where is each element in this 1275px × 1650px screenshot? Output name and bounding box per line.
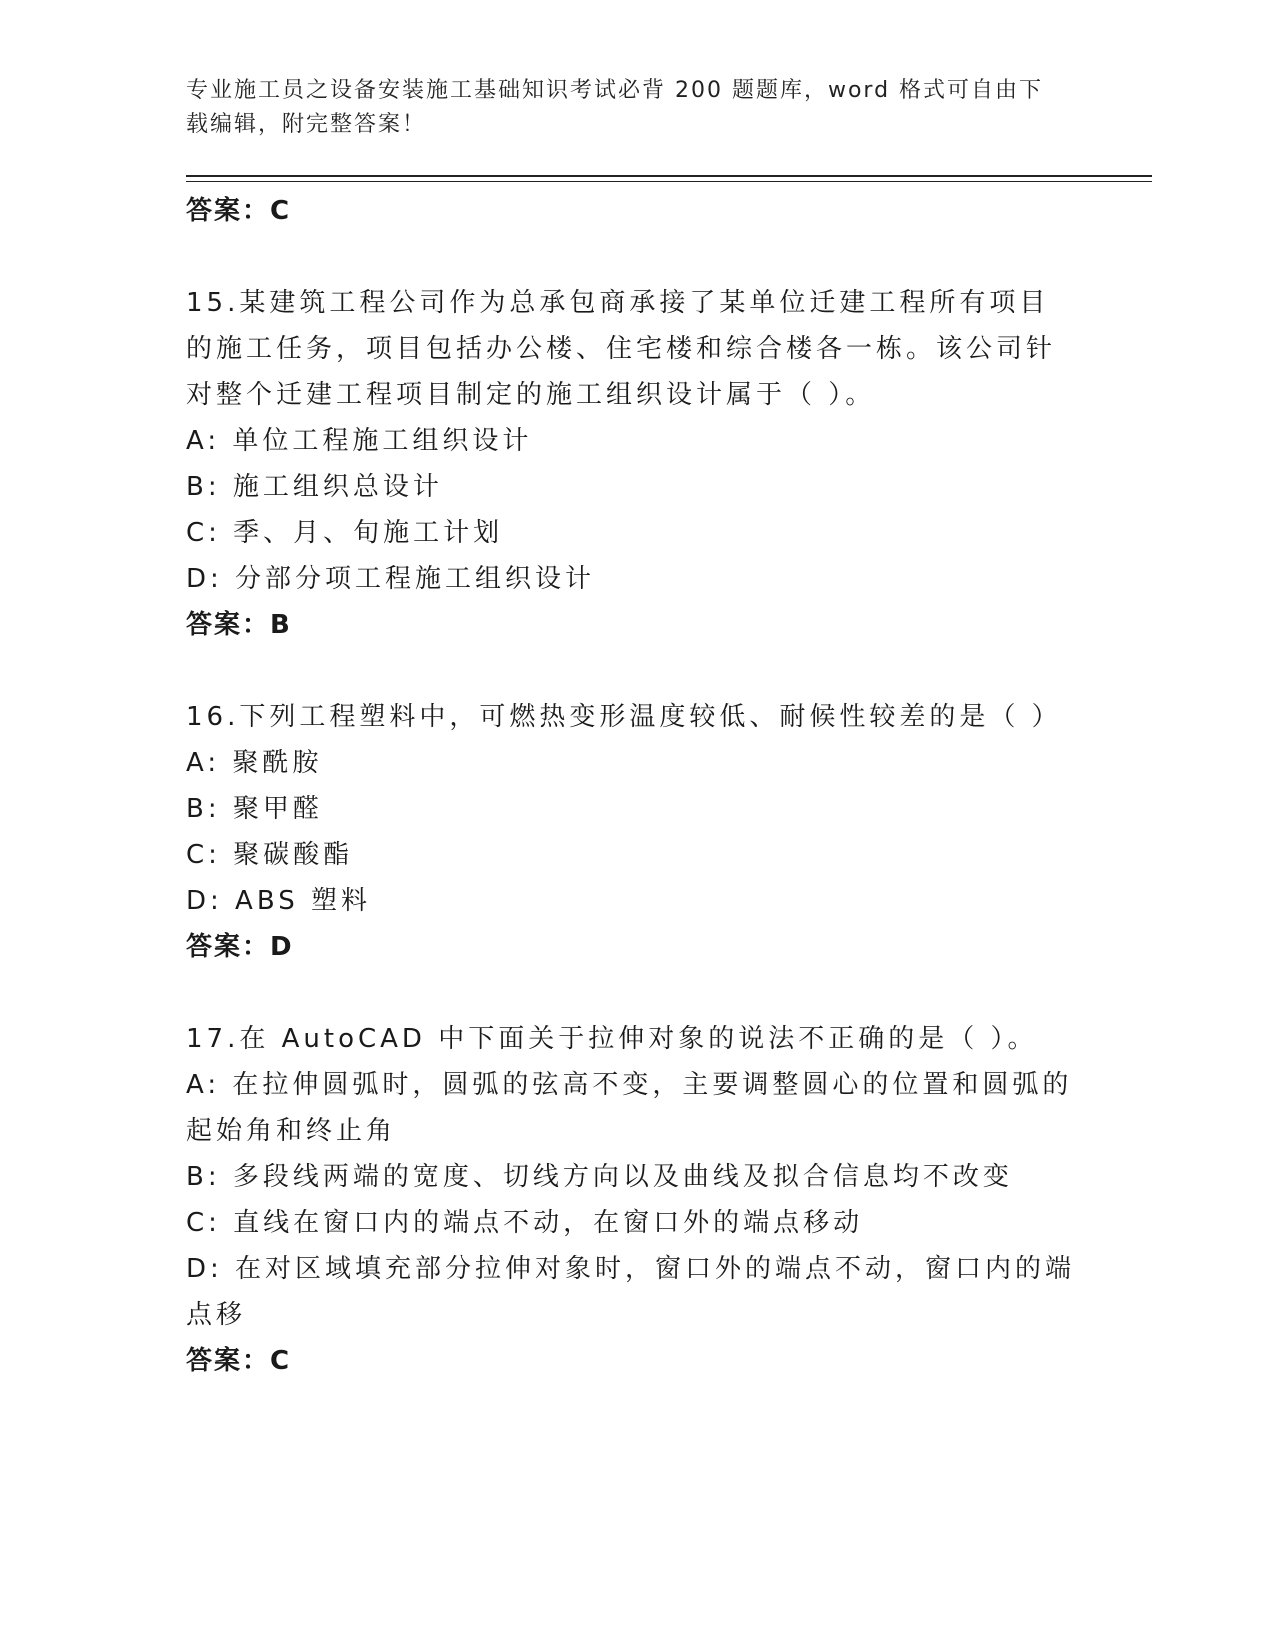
option-d: D: 分部分项工程施工组织设计 bbox=[186, 564, 596, 594]
option-a: A: 聚酰胺 bbox=[186, 748, 323, 778]
option-d: D: ABS 塑料 bbox=[186, 886, 371, 916]
question-block bbox=[186, 280, 1076, 648]
option-c: C: 直线在窗口内的端点不动，在窗口外的端点移动 bbox=[186, 1208, 864, 1238]
option-c: C: 季、月、旬施工计划 bbox=[186, 518, 504, 548]
question-stem: 17.在 AutoCAD 中下面关于拉伸对象的说法不正确的是（ ）。 bbox=[186, 1024, 1038, 1054]
option-b: B: 多段线两端的宽度、切线方向以及曲线及拟合信息均不改变 bbox=[186, 1162, 1013, 1192]
option-b: B: 施工组织总设计 bbox=[186, 472, 443, 502]
spacer bbox=[186, 648, 1076, 694]
question-block bbox=[186, 694, 1076, 970]
question-stem: 15.某建筑工程公司作为总承包商承接了某单位迁建工程所有项目的施工任务，项目包括办公楼、住宅楼和综合楼各一栋。该公司针对整个迁建工程项目制定的施工组织设计属于（ ）。 bbox=[186, 288, 1057, 410]
option-c: C: 聚碳酸酯 bbox=[186, 840, 354, 870]
header-divider-thin bbox=[186, 181, 1152, 182]
option-a: A: 在拉伸圆弧时，圆弧的弦高不变，主要调整圆心的位置和圆弧的起始角和终止角 bbox=[186, 1070, 1073, 1146]
spacer bbox=[186, 970, 1076, 1016]
option-d: D: 在对区域填充部分拉伸对象时，窗口外的端点不动，窗口内的端点移 bbox=[186, 1254, 1076, 1330]
answer-line: 答案：B bbox=[186, 610, 292, 640]
document-header: 专业施工员之设备安装施工基础知识考试必背 200 题题库，word 格式可自由下载编辑，附完整答案！ bbox=[186, 78, 1044, 137]
question-block bbox=[186, 1016, 1076, 1384]
header-divider-thick bbox=[186, 175, 1152, 177]
option-b: B: 聚甲醛 bbox=[186, 794, 323, 824]
answer-line: 答案：D bbox=[186, 932, 294, 962]
option-a: A: 单位工程施工组织设计 bbox=[186, 426, 533, 456]
answer-line: 答案：C bbox=[186, 1346, 292, 1376]
spacer bbox=[186, 234, 1076, 280]
answer-line: 答案：C bbox=[186, 196, 292, 226]
question-stem: 16.下列工程塑料中，可燃热变形温度较低、耐候性较差的是（ ） bbox=[186, 702, 1062, 732]
question-content bbox=[186, 188, 1076, 1384]
